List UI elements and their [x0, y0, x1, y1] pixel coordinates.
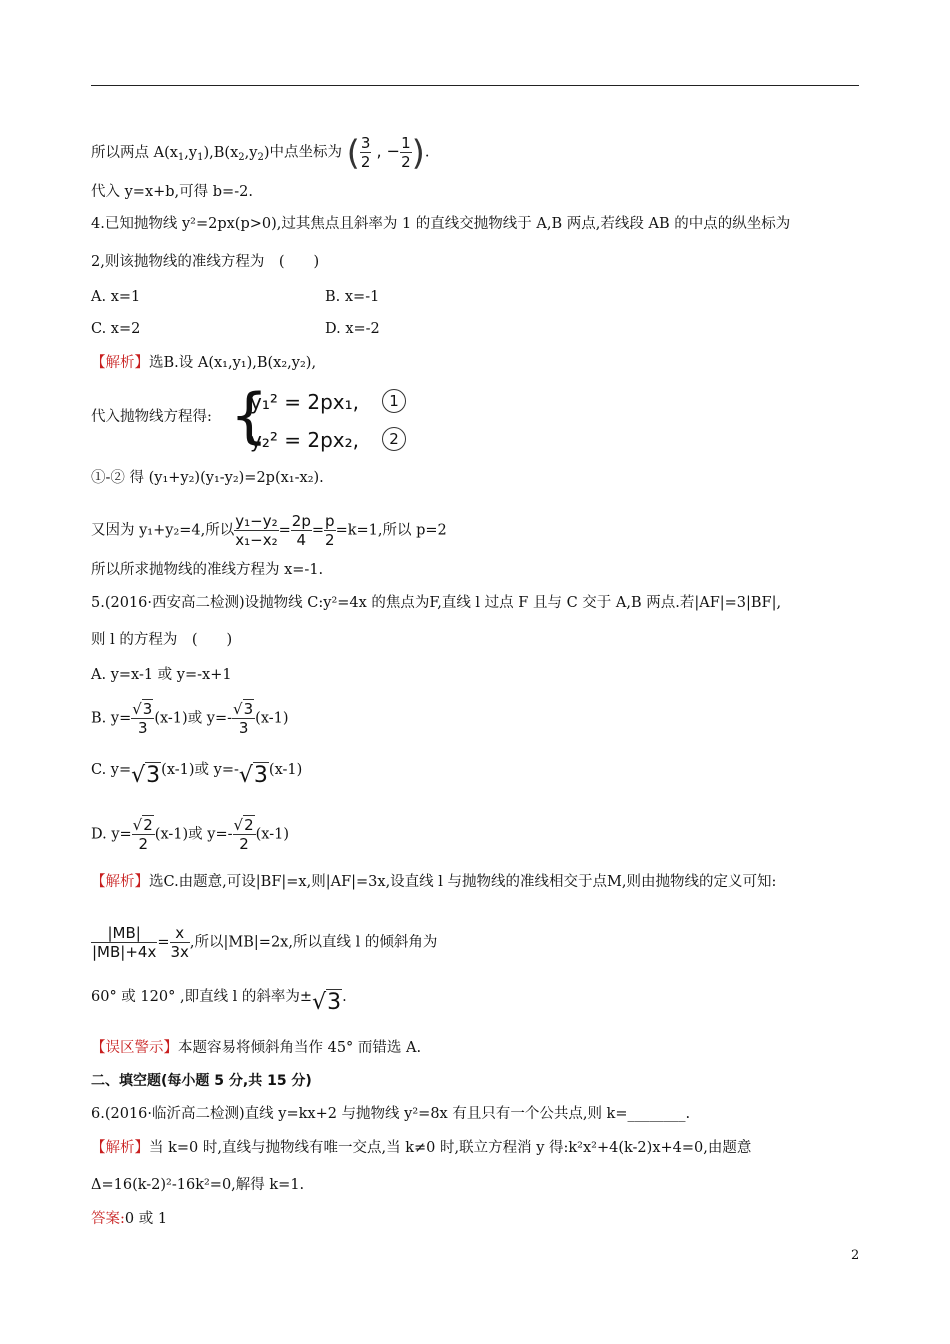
mb-fraction: $\frac{|MB|}{|MB|+4x}$ [92, 924, 157, 961]
slope-fraction-2: $\frac{2p}{4}$ [291, 512, 311, 549]
right-paren: ) [411, 133, 425, 174]
system-brace: { [230, 381, 269, 451]
answer-value: 0 或 1 [124, 1211, 168, 1227]
q6-solution-line-2: Δ=16(k-2)²-16k²=0,解得 k=1. [91, 1177, 305, 1193]
x-fraction: $\frac{x}{3x}$ [170, 924, 189, 961]
q5-solution-line-3: 60° 或 120° ,即直线 l 的斜率为±√3. [91, 989, 347, 1015]
midpoint-line: 所以两点 $A(x_1,y_1),B(x_2,y_2)$中点坐标为 ( $\frac{3}{2}$ , − $\frac{1}{2}$ ). [91, 133, 430, 174]
answer-label: 答案: [91, 1211, 125, 1227]
circled-number-1: 1 [382, 389, 406, 413]
mistake-warning-line: 【误区警示】本题容易将倾斜角当作 45° 而错选 A. [91, 1040, 422, 1056]
answer-line [91, 1210, 167, 1228]
q5-option-b: B. y= $\frac{√3}{3}$ (x-1)或 y=- $\frac{√3}{3}$ (x-1) [91, 700, 289, 737]
substitute-line: 代入 y=x+b,可得 b=-2. [91, 184, 253, 200]
q6-solution-line-1: 【解析】当 k=0 时,直线与抛物线有唯一交点,当 k≠0 时,联立方程消 y 得:k²x²+4(k-2)x+4=0,由题意 [91, 1140, 752, 1156]
question-4-line-2: 2,则该抛物线的准线方程为 ( ) [91, 254, 320, 270]
system-equation-2: y₂² = 2px₂, [250, 428, 359, 452]
q4-solution-line-4: 又因为 y₁+y₂=4,所以 $\frac{\text{y₁−y₂}}{\text{x₁−x₂}}$ = $\frac{2p}{4}$ = $\frac{p}{2}$ =k=1,所以 p=2 [91, 512, 447, 549]
q4-option-d: D. x=-2 [325, 321, 380, 337]
midpoint-label: 中点坐标为 [269, 144, 342, 161]
slope-fraction-3: $\frac{p}{2}$ [325, 512, 335, 549]
q5-option-d: D. y= $\frac{√2}{2}$ (x-1)或 y=- $\frac{√2}{2}$ (x-1) [91, 816, 289, 853]
q5-option-c: C. y=√3(x-1)或 y=-√3(x-1) [91, 762, 303, 788]
q5-solution-line-2: $\frac{|MB|}{|MB|+4x}$ = $\frac{x}{3x}$ ,所以|MB|=2x,所以直线 l 的倾斜角为 [92, 924, 438, 961]
section-2-heading: 二、填空题(每小题 5 分,共 15 分) [91, 1073, 312, 1089]
q4-solution-line-1 [91, 354, 316, 372]
q4-option-c: C. x=2 [91, 321, 141, 337]
mistake-warning-label: 【误区警示】 [91, 1040, 178, 1056]
analysis-label: 【解析】 [91, 355, 149, 371]
analysis-label-2: 【解析】 [91, 874, 149, 890]
page-number: 2 [851, 1248, 860, 1263]
slope-fraction-1: $\frac{\text{y₁−y₂}}{\text{x₁−x₂}}$ [235, 512, 278, 549]
q4-solution-line-4-end: =k=1,所以 p=2 [335, 522, 447, 539]
question-6: 6.(2016·临沂高二检测)直线 y=kx+2 与抛物线 y²=8x 有且只有一个公共点,则 k=________. [91, 1106, 691, 1122]
midpoint-x-fraction: $\frac{3}{2}$ [360, 134, 371, 171]
q5-option-a: A. y=x-1 或 y=-x+1 [91, 667, 232, 683]
question-4-line-1: 4.已知抛物线 y²=2px(p>0),过其焦点且斜率为 1 的直线交抛物线于 A,B 两点,若线段 AB 的中点的纵坐标为 [91, 216, 791, 232]
question-5-line-1: 5.(2016·西安高二检测)设抛物线 C:y²=4x 的焦点为F,直线 l 过点 F 且与 C 交于 A,B 两点.若|AF|=3|BF|, [91, 595, 782, 611]
q4-option-b: B. x=-1 [325, 289, 380, 305]
midpoint-text: 所以两点 $A(x_1,y_1),B(x_2,y_2)$ [91, 144, 270, 163]
analysis-label-3: 【解析】 [91, 1140, 149, 1156]
q4-solution-line-2: 代入抛物线方程得: [91, 409, 212, 425]
q4-solution-line-4-text: 又因为 y₁+y₂=4,所以 [91, 522, 235, 539]
q4-solution-line-3: ①-② 得 (y₁+y₂)(y₁-y₂)=2p(x₁-x₂). [91, 470, 324, 486]
q4-solution-line-5: 所以所求抛物线的准线方程为 x=-1. [91, 562, 324, 578]
system-equation-1: y₁² = 2px₁, [250, 390, 359, 414]
header-rule [91, 85, 859, 86]
q4-option-a: A. x=1 [91, 289, 141, 305]
q5-solution-line-1: 【解析】选C.由题意,可设|BF|=x,则|AF|=3x,设直线 l 与抛物线的准线相交于点M,则由抛物线的定义可知: [91, 874, 777, 890]
question-5-line-2: 则 l 的方程为 ( ) [91, 632, 233, 648]
midpoint-y-fraction: $\frac{1}{2}$ [401, 134, 411, 171]
left-paren: ( [346, 133, 360, 174]
q4-solution-text: 选B.设 A(x₁,y₁),B(x₂,y₂), [149, 355, 317, 371]
circled-number-2: 2 [382, 427, 406, 451]
